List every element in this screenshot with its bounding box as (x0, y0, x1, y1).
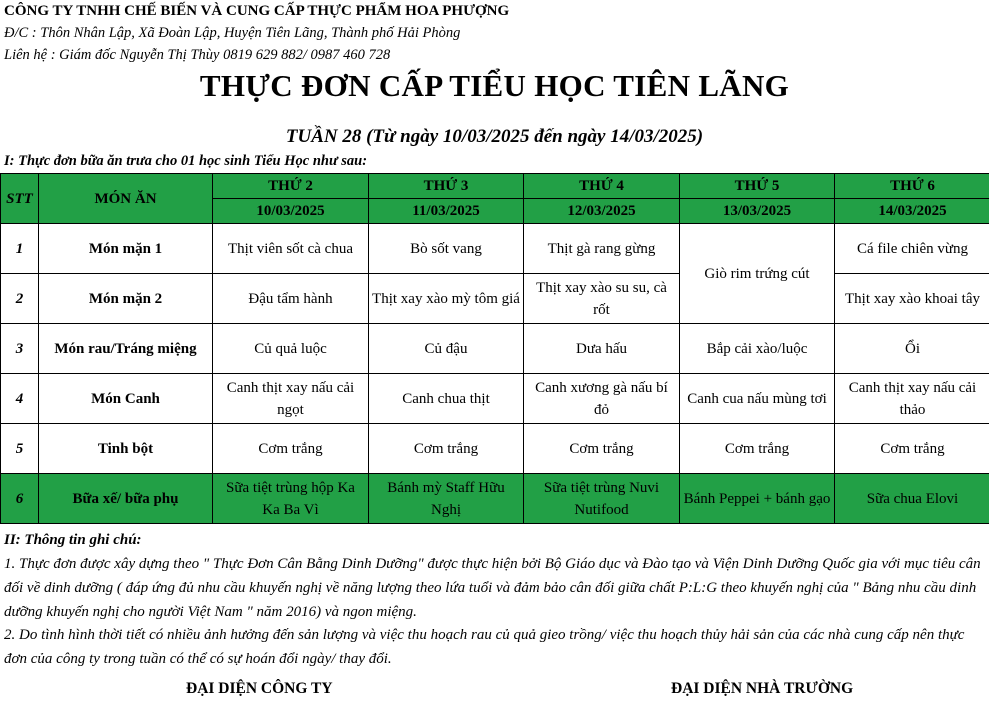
day-date: 12/03/2025 (524, 199, 680, 224)
day-name: THỨ 4 (524, 174, 680, 199)
menu-cell: Bánh Peppei + bánh gạo (680, 474, 835, 524)
day-date: 14/03/2025 (835, 199, 989, 224)
menu-cell: Củ quả luộc (213, 324, 369, 374)
menu-cell: Sữa tiệt trùng hộp Ka Ka Ba Vì (213, 474, 369, 524)
company-contact: Liên hệ : Giám đốc Nguyễn Thị Thùy 0819 629 882/ 0987 460 728 (4, 47, 391, 63)
menu-table (0, 173, 989, 524)
menu-cell: Thịt xay xào khoai tây (835, 274, 989, 324)
menu-cell: Ổi (835, 324, 989, 374)
table-row (1, 424, 989, 474)
note-2: 2. Do tình hình thời tiết có nhiều ảnh hưởng đến sản lượng và việc thu hoạch rau củ quả gieo trồng/ việc thu hoạch thủy hải sản của các nhà cung cấp nên thực đơn của công ty trong tuần có thể có sự hoán đổi ngày/ thay đổi. (4, 627, 965, 667)
menu-cell: Thịt viên sốt cà chua (213, 224, 369, 274)
dish-name: Món Canh (39, 374, 213, 424)
page-title: THỰC ĐƠN CẤP TIỂU HỌC TIÊN LÃNG (199, 68, 790, 103)
row-number: 5 (1, 424, 39, 474)
signature-school: ĐẠI DIỆN NHÀ TRƯỜNG (671, 680, 854, 697)
menu-cell: Cơm trắng (369, 424, 524, 474)
menu-cell: Cơm trắng (680, 424, 835, 474)
week-subtitle: TUẦN 28 (Từ ngày 10/03/2025 đến ngày 14/03/2025) (285, 126, 704, 147)
dish-header: MÓN ĂN (39, 174, 213, 224)
menu-cell: Bò sốt vang (369, 224, 524, 274)
row-number: 6 (1, 474, 39, 524)
day-date: 10/03/2025 (213, 199, 369, 224)
company-address: Đ/C : Thôn Nhân Lập, Xã Đoàn Lập, Huyện Tiên Lãng, Thành phố Hải Phòng (4, 25, 461, 41)
menu-cell: Thịt gà rang gừng (524, 224, 680, 274)
menu-cell: Thịt xay xào mỳ tôm giá (369, 274, 524, 324)
section-2-heading: II: Thông tin ghi chú: (4, 532, 142, 548)
dish-name: Món rau/Tráng miệng (39, 324, 213, 374)
stt-header: STT (1, 174, 39, 224)
menu-cell: Giò rim trứng cút (680, 224, 835, 324)
dish-name: Tinh bột (39, 424, 213, 474)
signature-company: ĐẠI DIỆN CÔNG TY (186, 680, 333, 697)
menu-cell: Canh chua thịt (369, 374, 524, 424)
row-number: 4 (1, 374, 39, 424)
day-name: THỨ 6 (835, 174, 989, 199)
day-name: THỨ 3 (369, 174, 524, 199)
dish-name: Món mặn 2 (39, 274, 213, 324)
day-name: THỨ 2 (213, 174, 369, 199)
menu-cell: Dưa hấu (524, 324, 680, 374)
menu-cell: Bánh mỳ Staff Hữu Nghị (369, 474, 524, 524)
menu-cell: Bắp cải xào/luộc (680, 324, 835, 374)
row-number: 2 (1, 274, 39, 324)
menu-cell: Sữa chua Elovi (835, 474, 989, 524)
table-row (1, 324, 989, 374)
menu-cell: Cơm trắng (524, 424, 680, 474)
day-date: 11/03/2025 (369, 199, 524, 224)
menu-cell: Sữa tiệt trùng Nuvi Nutifood (524, 474, 680, 524)
menu-cell: Canh cua nấu mùng tơi (680, 374, 835, 424)
section-1-heading: I: Thực đơn bữa ăn trưa cho 01 học sinh Tiểu Học như sau: (4, 153, 368, 169)
menu-cell: Thịt xay xào su su, cà rốt (524, 274, 680, 324)
dish-name: Món mặn 1 (39, 224, 213, 274)
dish-name: Bữa xế/ bữa phụ (39, 474, 213, 524)
company-name: CÔNG TY TNHH CHẾ BIẾN VÀ CUNG CẤP THỰC PHẨM HOA PHƯỢNG (4, 3, 510, 19)
menu-cell: Củ đậu (369, 324, 524, 374)
menu-cell: Canh thịt xay nấu cải thảo (835, 374, 989, 424)
menu-cell: Cá file chiên vừng (835, 224, 989, 274)
table-row (1, 274, 989, 324)
row-number: 1 (1, 224, 39, 274)
table-row (1, 374, 989, 424)
table-row (1, 224, 989, 274)
note-1: 1. Thực đơn được xây dựng theo " Thực Đơn Cân Bằng Dinh Dưỡng" được thực hiện bởi Bộ Giáo dục và Đào tạo và Viện Dinh Dưỡng Quốc gia với mục tiêu cân đối về dinh dưỡng ( đáp ứng đủ nhu cầu khuyến nghị về năng lượng theo lứa tuổi và đảm bảo cân đối giữa chất P:L:G theo khuyến nghị của " Bảng nhu cầu dinh dưỡng khuyến nghị cho người Việt Nam " năm 2016) và ngon miệng. (4, 556, 981, 620)
menu-cell: Canh xương gà nấu bí đỏ (524, 374, 680, 424)
menu-cell: Đậu tẩm hành (213, 274, 369, 324)
row-number: 3 (1, 324, 39, 374)
menu-cell: Cơm trắng (213, 424, 369, 474)
day-date: 13/03/2025 (680, 199, 835, 224)
menu-cell: Cơm trắng (835, 424, 989, 474)
table-row (1, 474, 989, 524)
day-name: THỨ 5 (680, 174, 835, 199)
menu-cell: Canh thịt xay nấu cải ngọt (213, 374, 369, 424)
